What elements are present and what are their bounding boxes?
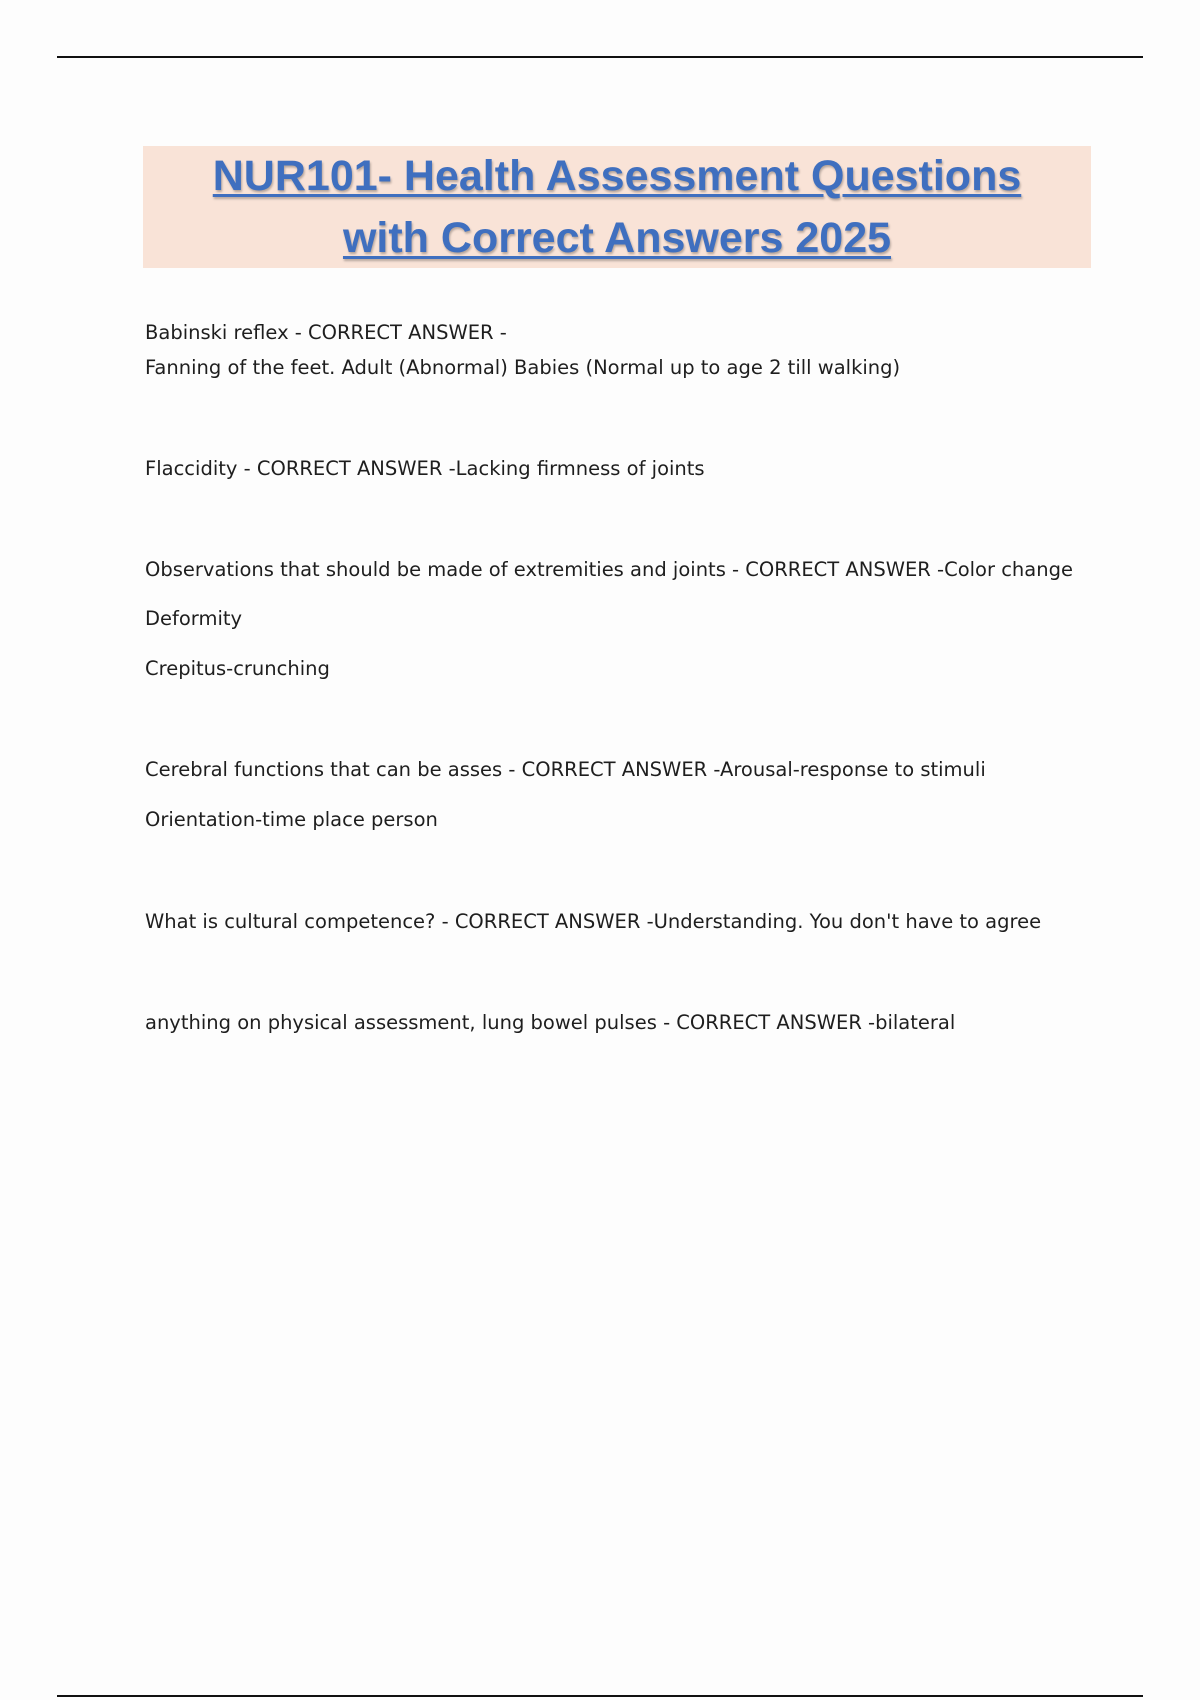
title-line-1: NUR101- Health Assessment Questions [212,152,1022,200]
qa-line: Fanning of the feet. Adult (Abnormal) Babies (Normal up to age 2 till walking) [145,356,901,379]
top-divider [57,56,1143,58]
qa-line: anything on physical assessment, lung bowel pulses - CORRECT ANSWER -bilateral [145,1011,956,1034]
qa-entry-physical-assessment [145,1011,955,1035]
qa-line: Babinski reflex - CORRECT ANSWER - [145,321,507,344]
qa-line: Crepitus-crunching [145,657,330,680]
qa-line: Flaccidity - CORRECT ANSWER -Lacking firmness of joints [145,457,705,480]
qa-entry-babinski [145,321,900,380]
qa-line: Observations that should be made of extremities and joints - CORRECT ANSWER -Color change [145,558,1073,581]
qa-entry-cerebral-functions [145,758,986,832]
qa-line: What is cultural competence? - CORRECT ANSWER -Understanding. You don't have to agree [145,910,1042,933]
document-title [143,146,1091,268]
bottom-divider [57,1695,1143,1697]
qa-entry-flaccidity [145,457,705,481]
title-line-2: with Correct Answers 2025 [342,214,892,262]
qa-entry-extremities [145,558,1073,681]
qa-line: Cerebral functions that can be asses - CORRECT ANSWER -Arousal-response to stimuli [145,758,986,781]
qa-entry-cultural-competence [145,910,1041,934]
qa-line: Deformity [145,607,243,630]
qa-line: Orientation-time place person [145,808,438,831]
